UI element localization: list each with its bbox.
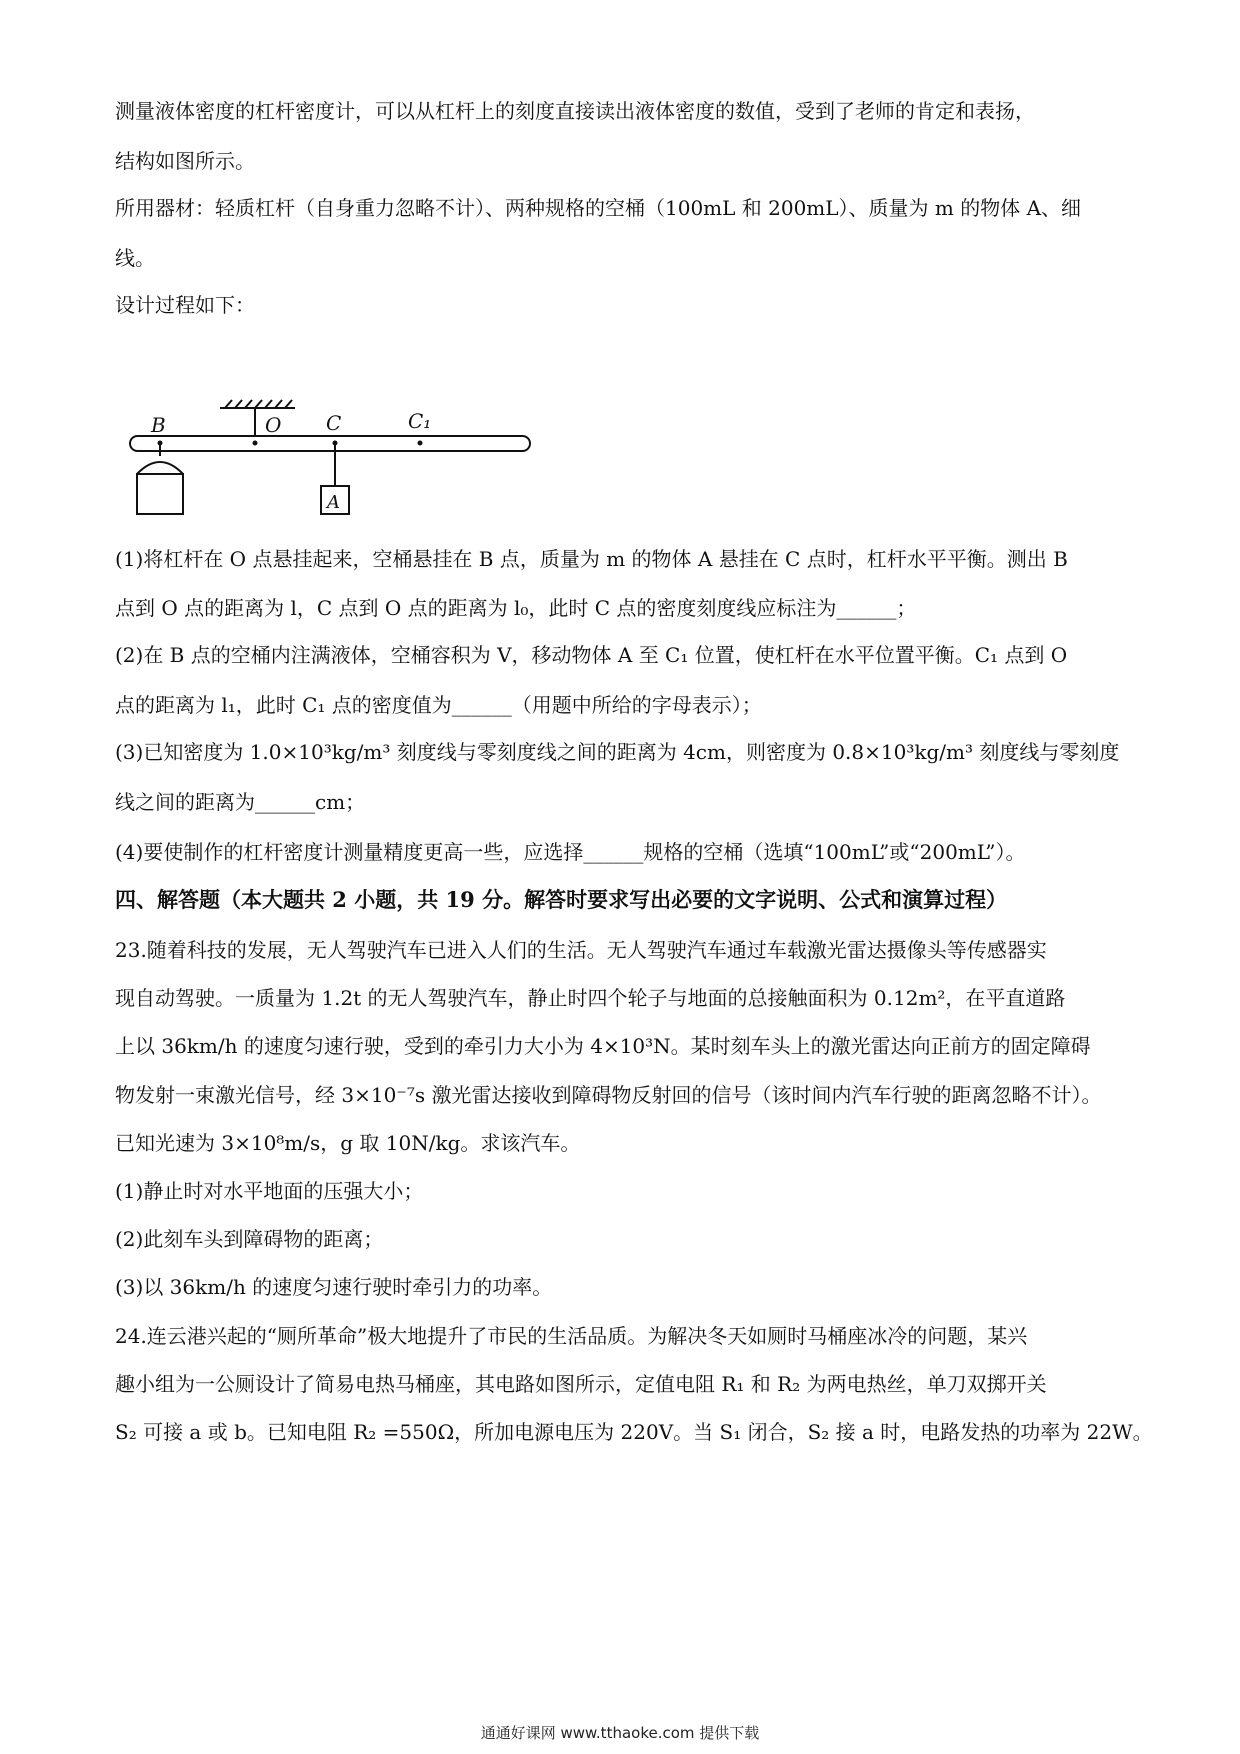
text-line: (4)要使制作的杠杆密度计测量精度更高一些，应选择______规格的空桶（选填“100mL”或“200mL”）。 (115, 840, 1026, 864)
text-line: (1)将杠杆在 O 点悬挂起来，空桶悬挂在 B 点，质量为 m 的物体 A 悬挂在 C 点时，杠杆水平平衡。测出 B (115, 547, 1068, 571)
text-line: 上以 36km/h 的速度匀速行驶，受到的牵引力大小为 4×10³N。某时刻车头上的激光雷达向正前方的固定障碍 (115, 1034, 1091, 1058)
text-line: 线之间的距离为______cm； (115, 790, 366, 814)
point-c1 (418, 441, 423, 446)
text-line: (3)已知密度为 1.0×10³kg/m³ 刻度线与零刻度线之间的距离为 4cm，则密度为 0.8×10³kg/m³ 刻度线与零刻度 (115, 740, 1120, 764)
text-line: 结构如图所示。 (115, 149, 255, 173)
page-footer: 通通好课网 www.tthaoke.com 提供下载 (480, 1724, 760, 1742)
text-line: 趣小组为一公厕设计了简易电热马桶座，其电路如图所示，定值电阻 R₁ 和 R₂ 为两电热丝，单刀双掷开关 (115, 1372, 1047, 1396)
text-line: (1)静止时对水平地面的压强大小； (115, 1179, 424, 1203)
label-c: C (326, 411, 342, 435)
ceiling-support (220, 400, 295, 436)
text-line: (3)以 36km/h 的速度匀速行驶时牵引力的功率。 (115, 1275, 553, 1299)
text-line: 23.随着科技的发展，无人驾驶汽车已进入人们的生活。无人驾驶汽车通过车载激光雷达摄像头等传感器实 (115, 938, 1047, 962)
text-line: 所用器材：轻质杠杆（自身重力忽略不计）、两种规格的空桶（100mL 和 200mL）、质量为 m 的物体 A、细 (115, 196, 1082, 220)
text-line: 现自动驾驶。一质量为 1.2t 的无人驾驶汽车，静止时四个轮子与地面的总接触面积为 0.12m²，在平直道路 (115, 986, 1066, 1010)
text-line: S₂ 可接 a 或 b。已知电阻 R₂ =550Ω，所加电源电压为 220V。当 S₁ 闭合，S₂ 接 a 时，电路发热的功率为 22W。 (115, 1420, 1153, 1444)
label-b: B (151, 413, 166, 437)
section-heading: 四、解答题（本大题共 2 小题，共 19 分。解答时要求写出必要的文字说明、公式和演算过程） (115, 887, 1008, 912)
label-a: A (327, 492, 340, 513)
text-line: 点到 O 点的距离为 l，C 点到 O 点的距离为 l₀，此时 C 点的密度刻度线应标注为______； (115, 596, 917, 620)
text-line: 设计过程如下： (115, 293, 255, 317)
text-line: (2)在 B 点的空桶内注满液体，空桶容积为 V，移动物体 A 至 C₁ 位置，使杠杆在水平位置平衡。C₁ 点到 O (115, 643, 1068, 667)
point-o (253, 441, 258, 446)
lever-density-diagram (125, 390, 545, 520)
label-o: O (265, 413, 282, 437)
text-line: 测量液体密度的杠杆密度计，可以从杠杆上的刻度直接读出液体密度的数值，受到了老师的肯定和表扬， (115, 99, 1035, 123)
text-line: 已知光速为 3×10⁸m/s，g 取 10N/kg。求该汽车。 (115, 1131, 581, 1155)
text-line: (2)此刻车头到障碍物的距离； (115, 1227, 384, 1251)
bucket (137, 443, 183, 514)
text-line: 24.连云港兴起的“厕所革命”极大地提升了市民的生活品质。为解决冬天如厕时马桶座冰冷的问题，某兴 (115, 1324, 1028, 1348)
lever-bar (130, 436, 530, 451)
text-line: 线。 (115, 246, 155, 270)
label-c1: C₁ (408, 409, 432, 433)
text-line: 点的距离为 l₁，此时 C₁ 点的密度值为______（用题中所给的字母表示）； (115, 693, 762, 717)
text-line: 物发射一束激光信号，经 3×10⁻⁷s 激光雷达接收到障碍物反射回的信号（该时间内汽车行驶的距离忽略不计）。 (115, 1083, 1102, 1107)
